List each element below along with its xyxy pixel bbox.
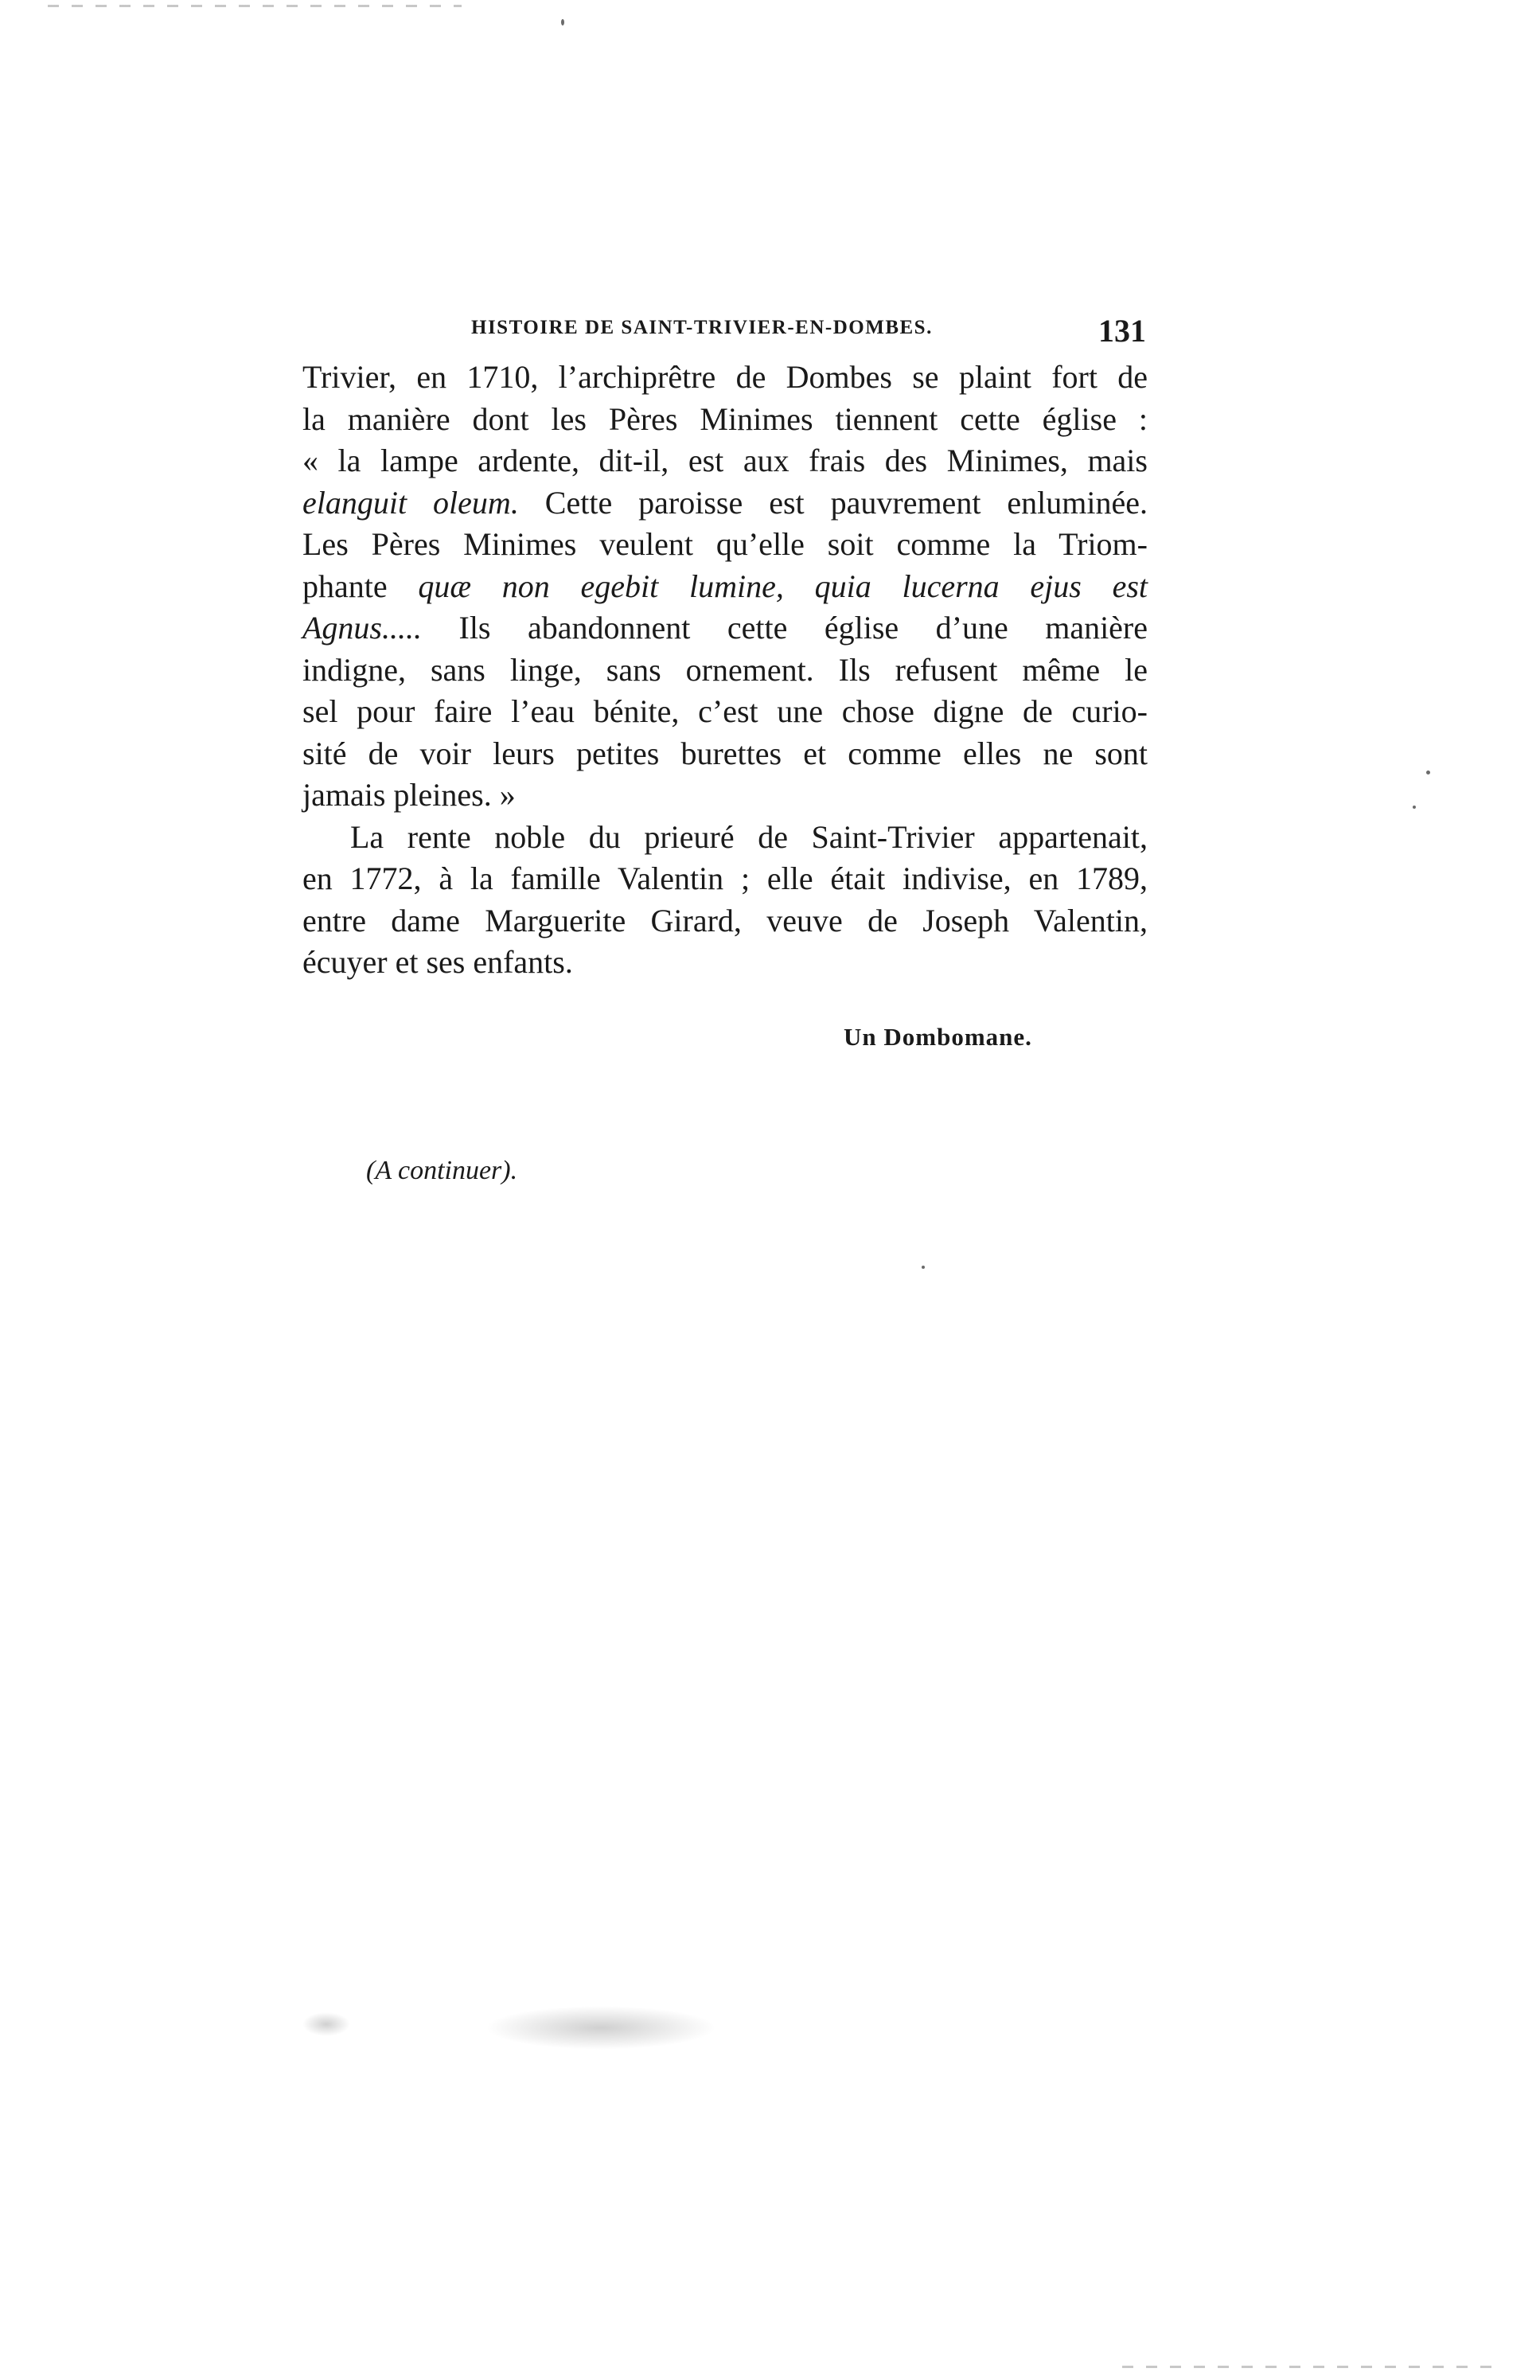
text-line: entre dame Marguerite Girard, veuve de Joseph Valentin, xyxy=(302,902,1148,938)
scan-noise-top xyxy=(48,5,462,7)
running-head xyxy=(302,312,1146,347)
scan-smudge xyxy=(485,2006,716,2050)
scan-speck xyxy=(922,1266,925,1269)
text-line: écuyer et ses enfants. xyxy=(302,944,573,980)
scan-noise-bottom xyxy=(1122,2366,1504,2368)
running-title: HISTOIRE DE SAINT-TRIVIER-EN-DOMBES. xyxy=(471,317,933,338)
text-line: jamais pleines. » xyxy=(302,777,516,813)
scan-smudge xyxy=(302,2012,350,2036)
text-fragment: phante xyxy=(302,568,388,604)
paragraph-start-line: La rente noble du prieuré de Saint-Trivier appartenait, xyxy=(350,818,1148,855)
text-fragment: Cette paroisse est pauvrement enluminée. xyxy=(544,484,1148,521)
text-fragment: Ils abandonnent cette église d’une manière xyxy=(458,610,1148,646)
text-line: en 1772, à la famille Valentin ; elle était indivise, en 1789, xyxy=(302,860,1148,896)
text-line: Trivier, en 1710, l’archiprêtre de Dombes se plaint fort de xyxy=(302,359,1148,395)
text-line: la manière dont les Pères Minimes tiennent cette église : xyxy=(302,400,1148,437)
text-line xyxy=(302,566,1148,608)
text-line: sité de voir leurs petites burettes et comme elles ne sont xyxy=(302,735,1148,771)
text-line: sel pour faire l’eau bénite, c’est une chose digne de curio- xyxy=(302,693,1148,729)
text-line: indigne, sans linge, sans ornement. Ils refusent même le xyxy=(302,651,1148,688)
latin-phrase: quæ non egebit lumine, quia lucerna ejus est xyxy=(418,568,1148,604)
latin-phrase: Agnus..... xyxy=(302,610,422,646)
latin-phrase: elanguit oleum. xyxy=(302,484,519,521)
text-line xyxy=(302,482,1148,525)
text-line xyxy=(302,607,1148,650)
author-signature: Un Dombomane. xyxy=(844,1023,1032,1051)
text-line: « la lampe ardente, dit-il, est aux frais des Minimes, mais xyxy=(302,443,1148,478)
continuation-note: (A continuer). xyxy=(366,1156,518,1185)
body-text xyxy=(302,357,1148,984)
scan-speck xyxy=(1426,771,1430,774)
page-number: 131 xyxy=(1098,313,1146,349)
text-line: Les Pères Minimes veulent qu’elle soit comme la Triom- xyxy=(302,526,1148,562)
scan-speck xyxy=(1413,806,1416,809)
scan-speck xyxy=(561,19,564,25)
